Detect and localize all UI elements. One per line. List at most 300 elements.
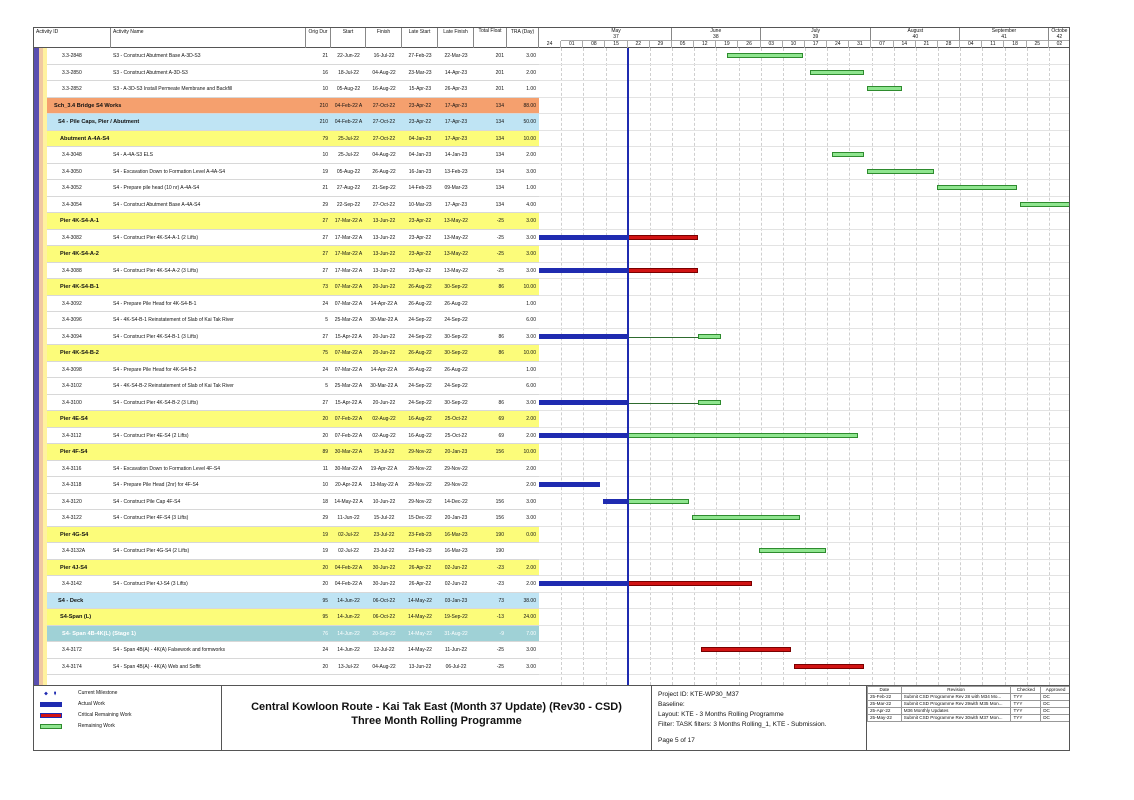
finish-cell: 27-Oct-22 <box>372 201 396 208</box>
actual-work-bar[interactable] <box>539 235 628 240</box>
activity-row[interactable] <box>34 576 539 593</box>
rev-header-revision: Revision <box>901 687 1011 694</box>
start-cell: 17-Mar-22 A <box>334 218 363 224</box>
remaining-work-bar[interactable] <box>867 86 902 91</box>
col-late-start[interactable]: Late Start <box>402 28 438 48</box>
baseline: Baseline: <box>658 701 685 708</box>
wbs-row[interactable] <box>34 527 539 544</box>
actual-work-bar[interactable] <box>539 581 628 586</box>
activity-row[interactable] <box>34 296 539 313</box>
activity-name-cell: S4 - Prepare Pile Head (2nr) for 4F-S4 <box>113 482 199 488</box>
orig-dur-cell: 76 <box>322 630 328 637</box>
total-float-cell: 201 <box>495 86 504 92</box>
legend <box>34 686 222 751</box>
gantt-row <box>539 279 1070 296</box>
finish-cell: 15-Jul-22 <box>373 449 395 455</box>
report-title <box>222 686 652 751</box>
rev-approved: DC <box>1041 694 1070 701</box>
late-start-cell: 24-Sep-22 <box>408 333 432 340</box>
tra-cell: 3.00 <box>526 234 536 241</box>
late-finish-cell: 22-Mar-23 <box>444 53 468 59</box>
activity-name-cell: S4 - Construct Pier 4J-S4 (3 Lifts) <box>113 581 188 587</box>
project-info <box>652 686 867 751</box>
month-week-number: 37 <box>613 34 619 40</box>
wbs-row[interactable] <box>34 411 539 428</box>
total-float-cell <box>474 477 507 493</box>
finish-cell: 12-Jul-22 <box>373 647 395 653</box>
activity-row[interactable] <box>34 48 539 65</box>
tra-cell: 10.00 <box>523 350 536 356</box>
total-float-cell <box>474 362 507 378</box>
activity-name-cell: S4 - Span 4B(A) - 4K(A) Falsework and formworks <box>113 647 225 653</box>
gantt-row <box>539 263 1070 280</box>
week-tick-label: 19 <box>716 41 738 48</box>
late-start-cell: 24-Sep-22 <box>408 383 432 389</box>
finish-cell: 26-Aug-22 <box>372 168 396 175</box>
activity-id-cell: 3.4-3100 <box>62 399 82 406</box>
rev-date: 25-May-22 <box>868 715 902 722</box>
activity-name-cell: S4 - Prepare pile head (10 nr) A-4A-S4 <box>113 185 200 191</box>
activity-id-cell: 3.4-3082 <box>62 234 82 241</box>
activity-row[interactable] <box>34 329 539 346</box>
rev-text: Submit CSD Programme Rev 30with M37 Mon... <box>901 715 1011 722</box>
project-id: Project ID: KTE-WP30_M37 <box>658 691 739 698</box>
late-start-cell: 16-Jan-23 <box>408 168 432 175</box>
total-float-cell <box>474 312 507 328</box>
month-week-number: 41 <box>1001 34 1007 40</box>
rev-approved: DC <box>1041 715 1070 722</box>
total-float-cell: -25 <box>496 267 504 274</box>
remaining-work-bar[interactable] <box>628 499 689 504</box>
late-start-cell: 23-Apr-22 <box>408 218 432 224</box>
activity-name-cell: S4 - Construct Pier 4F-S4 (3 Lifts) <box>113 515 189 521</box>
week-tick-label: 08 <box>583 41 605 48</box>
activity-row[interactable] <box>34 395 539 412</box>
total-float-cell: -23 <box>496 581 504 587</box>
float-link-line[interactable] <box>628 337 698 338</box>
tra-cell: 4.00 <box>526 201 536 208</box>
tra-cell: 3.00 <box>526 647 536 653</box>
late-start-cell: 23-Mar-23 <box>408 69 432 76</box>
activity-row[interactable] <box>34 230 539 247</box>
activity-row[interactable] <box>34 65 539 82</box>
gantt-row <box>539 642 1070 659</box>
late-finish-cell: 26-Aug-22 <box>444 366 468 373</box>
remaining-work-bar[interactable] <box>937 185 1017 190</box>
month-week-number: 38 <box>713 34 719 40</box>
remaining-work-bar[interactable] <box>832 152 864 157</box>
gantt-row <box>539 428 1070 445</box>
late-finish-cell: 20-Jan-23 <box>444 449 468 455</box>
footer <box>34 685 1070 751</box>
month-label: May <box>611 28 621 34</box>
finish-cell: 02-Aug-22 <box>372 432 396 439</box>
activity-name-cell: S4 - 4K-S4-B-1 Reinstatement of Slab of Kai Tak River <box>113 317 234 323</box>
activity-row[interactable] <box>34 263 539 280</box>
month-week-number: 42 <box>1056 34 1063 40</box>
col-orig-dur[interactable]: Orig Dur <box>306 28 331 48</box>
month-header <box>672 28 761 41</box>
orig-dur-cell: 27 <box>322 399 328 406</box>
filter-text: Filter: TASK filters: 3 Months Rolling_1, KTE - Submission. <box>658 721 827 728</box>
late-finish-cell: 11-Jun-22 <box>444 647 468 653</box>
orig-dur-cell: 18 <box>322 498 328 505</box>
col-activity-name[interactable]: Activity Name <box>111 28 306 48</box>
gantt-row <box>539 197 1070 214</box>
total-float-cell: 134 <box>495 102 504 109</box>
activity-name-cell: S4 - Excavation Down to Formation Level 4F-S4 <box>113 465 220 472</box>
gantt-row <box>539 81 1070 98</box>
wbs-row[interactable] <box>34 131 539 148</box>
wbs-name-cell: Abutment A-4A-S4 <box>60 135 110 142</box>
legend-label: Current Milestone <box>78 690 118 696</box>
remaining-work-bar[interactable] <box>867 169 934 174</box>
wbs-row[interactable] <box>34 114 539 131</box>
orig-dur-cell: 20 <box>322 416 328 422</box>
start-cell: 02-Jul-22 <box>338 531 359 538</box>
wbs-row[interactable] <box>34 98 539 115</box>
col-late-finish[interactable]: Late Finish <box>438 28 474 48</box>
wbs-name-cell: S4-Span (L) <box>60 614 92 620</box>
activity-row[interactable] <box>34 147 539 164</box>
activity-row[interactable] <box>34 180 539 197</box>
revision-table <box>867 686 1070 751</box>
gantt-row <box>539 609 1070 626</box>
col-start[interactable]: Start <box>331 28 366 48</box>
total-float-cell: -25 <box>496 647 504 653</box>
gantt-row <box>539 246 1070 263</box>
start-cell: 30-Mar-22 A <box>334 449 363 455</box>
late-finish-cell: 25-Oct-22 <box>444 432 468 439</box>
activity-id-cell: 3.4-3052 <box>62 185 82 191</box>
activity-row[interactable] <box>34 494 539 511</box>
week-tick-label: 12 <box>694 41 716 48</box>
activity-name-cell: S4 - Span 4B(A) - 4K(A) Web and Soffit <box>113 663 201 670</box>
rev-row <box>868 708 1071 715</box>
tra-cell: 3.00 <box>526 399 536 406</box>
rev-header-checked: Checked <box>1011 687 1041 694</box>
late-finish-cell: 30-Sep-22 <box>444 350 468 356</box>
total-float-cell: 134 <box>495 168 504 175</box>
remaining-work-bar[interactable] <box>698 400 720 405</box>
rev-checked: TYY <box>1011 715 1041 722</box>
week-tick-label: 03 <box>761 41 783 48</box>
wbs-row[interactable] <box>34 560 539 577</box>
activity-id-cell: 3.3-2848 <box>62 53 82 59</box>
month-week-number: 39 <box>812 34 819 40</box>
activity-row[interactable] <box>34 362 539 379</box>
late-finish-cell: 24-Sep-22 <box>444 383 468 389</box>
finish-cell: 20-Jun-22 <box>372 284 396 290</box>
finish-cell: 21-Sep-22 <box>372 185 396 191</box>
tra-cell: 2.00 <box>526 432 536 439</box>
week-tick-label: 01 <box>561 41 583 48</box>
orig-dur-cell: 89 <box>322 449 328 455</box>
wbs-row[interactable] <box>34 213 539 230</box>
orig-dur-cell: 27 <box>322 333 328 340</box>
tra-cell: 7.00 <box>526 630 536 637</box>
week-tick-label: 15 <box>606 41 628 48</box>
late-start-cell: 15-Dec-22 <box>408 515 432 521</box>
late-start-cell: 29-Nov-22 <box>408 449 432 455</box>
actual-work-bar[interactable] <box>539 268 628 273</box>
critical-remaining-bar[interactable] <box>794 664 864 669</box>
late-finish-cell: 13-May-22 <box>444 251 468 257</box>
activity-row[interactable] <box>34 659 539 676</box>
wbs-row[interactable] <box>34 626 539 643</box>
late-start-cell: 23-Feb-23 <box>408 531 432 538</box>
finish-cell: 02-Aug-22 <box>372 416 396 422</box>
gantt-chart <box>539 48 1070 685</box>
rev-row <box>868 701 1071 708</box>
actual-work-bar[interactable] <box>539 433 628 438</box>
late-finish-cell: 19-Sep-22 <box>444 614 468 620</box>
late-start-cell: 23-Apr-22 <box>408 267 432 274</box>
finish-cell: 30-Mar-22 A <box>370 317 398 323</box>
late-start-cell: 23-Apr-22 <box>408 119 432 125</box>
orig-dur-cell: 10 <box>322 482 328 488</box>
start-cell: 22-Jun-22 <box>337 53 360 59</box>
tra-cell: 10.00 <box>523 284 536 290</box>
late-finish-cell: 13-May-22 <box>444 234 468 241</box>
activity-row[interactable] <box>34 461 539 478</box>
col-tra[interactable]: TRA (Day) <box>507 28 539 48</box>
activity-name-cell: S3 - A-3D-S3 Install Permeate Membrane and Backfill <box>113 86 233 92</box>
finish-cell: 27-Oct-22 <box>372 135 396 142</box>
col-activity-id[interactable]: Activity ID <box>34 28 111 48</box>
week-tick-label: 02 <box>1049 41 1070 48</box>
wbs-row[interactable] <box>34 279 539 296</box>
gantt-row <box>539 560 1070 577</box>
month-header <box>960 28 1049 41</box>
finish-cell: 30-Mar-22 A <box>370 383 398 389</box>
activity-id-cell: 3.4-3112 <box>62 432 82 439</box>
total-float-cell: 156 <box>495 515 504 521</box>
late-finish-cell: 03-Jan-23 <box>444 597 468 604</box>
orig-dur-cell: 19 <box>322 531 328 538</box>
activity-name-cell: S4 - Excavation Down to Formation Level A-4A-S4 <box>113 168 225 175</box>
wbs-name-cell: Pier 4G-S4 <box>60 531 89 538</box>
start-cell: 17-Mar-22 A <box>334 267 363 274</box>
remaining-work-bar[interactable] <box>628 433 857 438</box>
tra-cell: 2.00 <box>526 416 536 422</box>
tra-cell: 10.00 <box>523 449 536 455</box>
wbs-name-cell: S4- Span 4B-4K(L) (Stage 1) <box>62 630 136 637</box>
activity-row[interactable] <box>34 642 539 659</box>
wbs-row[interactable] <box>34 593 539 610</box>
late-start-cell: 23-Apr-22 <box>408 251 432 257</box>
critical-remaining-bar[interactable] <box>628 581 752 586</box>
finish-cell: 14-Apr-22 A <box>370 300 398 307</box>
rev-checked: TYY <box>1011 701 1041 708</box>
wbs-row[interactable] <box>34 246 539 263</box>
activity-id-cell: 3.4-3092 <box>62 300 82 307</box>
total-float-cell: 156 <box>495 498 504 505</box>
wbs-name-cell: Pier 4K-S4-B-2 <box>60 350 99 356</box>
start-cell: 17-Mar-22 A <box>334 251 363 257</box>
finish-cell: 27-Oct-22 <box>372 102 396 109</box>
tra-cell: 3.00 <box>526 168 536 175</box>
remaining-work-bar[interactable] <box>727 53 803 58</box>
gantt-row <box>539 164 1070 181</box>
critical-remaining-bar[interactable] <box>628 235 698 240</box>
col-finish[interactable]: Finish <box>366 28 402 48</box>
activity-row[interactable] <box>34 81 539 98</box>
start-cell: 18-Jul-22 <box>338 69 359 76</box>
tra-cell: 38.00 <box>523 597 536 604</box>
total-float-cell: -9 <box>499 630 504 637</box>
late-finish-cell: 14-Apr-23 <box>444 69 468 76</box>
wbs-name-cell: Pier 4F-S4 <box>60 449 88 455</box>
float-link-line[interactable] <box>628 403 698 404</box>
week-tick-label: 25 <box>1027 41 1049 48</box>
gantt-row <box>539 345 1070 362</box>
gantt-row <box>539 527 1070 544</box>
activity-name-cell: S4 - Construct Pier 4G-S4 (2 Lifts) <box>113 548 190 554</box>
critical-remaining-bar[interactable] <box>701 647 790 652</box>
orig-dur-cell: 16 <box>322 69 328 76</box>
late-start-cell: 23-Feb-23 <box>408 548 432 554</box>
tra-cell: 0.00 <box>526 531 536 538</box>
actual-work-bar[interactable] <box>539 400 628 405</box>
activity-row[interactable] <box>34 477 539 494</box>
activity-id-cell: 3.4-3172 <box>62 647 82 653</box>
late-start-cell: 26-Aug-22 <box>408 284 432 290</box>
orig-dur-cell: 5 <box>325 383 328 389</box>
month-week-number: 40 <box>912 34 919 40</box>
late-finish-cell: 02-Jun-22 <box>444 564 468 571</box>
orig-dur-cell: 95 <box>322 597 328 604</box>
late-start-cell: 26-Aug-22 <box>408 300 432 307</box>
late-finish-cell: 13-May-22 <box>444 267 468 274</box>
week-tick-label: 28 <box>938 41 960 48</box>
activity-row[interactable] <box>34 378 539 395</box>
start-cell: 25-Jul-22 <box>338 152 359 158</box>
activity-row[interactable] <box>34 510 539 527</box>
start-cell: 07-Mar-22 A <box>334 300 363 307</box>
activity-row[interactable] <box>34 428 539 445</box>
start-cell: 14-Jun-22 <box>337 630 360 637</box>
total-float-cell: -25 <box>496 234 504 241</box>
actual-work-bar[interactable] <box>539 482 600 487</box>
total-float-cell: 69 <box>498 432 504 439</box>
total-float-cell: 134 <box>495 185 504 191</box>
total-float-cell: -25 <box>496 663 504 670</box>
late-finish-cell: 30-Sep-22 <box>444 284 468 290</box>
orig-dur-cell: 20 <box>322 564 328 571</box>
rev-text: M36 Monthly Updates <box>901 708 1011 715</box>
total-float-cell <box>474 461 507 477</box>
week-tick-label: 10 <box>783 41 805 48</box>
activity-row[interactable] <box>34 543 539 560</box>
finish-cell: 15-Jul-22 <box>373 515 395 521</box>
remaining-work-bar[interactable] <box>1020 202 1070 207</box>
late-finish-cell: 29-Nov-22 <box>444 482 468 488</box>
legend-label: Remaining Work <box>78 723 115 729</box>
orig-dur-cell: 75 <box>322 350 328 356</box>
start-cell: 04-Feb-22 A <box>334 564 363 571</box>
remaining-work-bar[interactable] <box>810 70 864 75</box>
timescale <box>539 28 1070 48</box>
remaining-work-bar[interactable] <box>759 548 826 553</box>
start-cell: 07-Feb-22 A <box>334 432 363 439</box>
wbs-row[interactable] <box>34 609 539 626</box>
activity-row[interactable] <box>34 197 539 214</box>
tra-cell: 2.00 <box>526 152 536 158</box>
tra-cell <box>507 543 539 559</box>
finish-cell: 13-May-22 A <box>369 482 399 488</box>
activity-name-cell: S4 - 4K-S4-B-2 Reinstatement of Slab of Kai Tak River <box>113 383 234 389</box>
total-float-cell: 134 <box>495 135 504 142</box>
late-finish-cell: 31-Aug-22 <box>444 630 468 637</box>
start-cell: 05-Aug-22 <box>336 86 361 92</box>
gantt-row <box>539 576 1070 593</box>
late-finish-cell: 09-Mar-23 <box>444 185 468 191</box>
finish-cell: 04-Aug-22 <box>372 152 396 158</box>
wbs-row[interactable] <box>34 345 539 362</box>
total-float-cell: 69 <box>498 416 504 422</box>
total-float-cell: 156 <box>495 449 504 455</box>
activity-id-cell: 3.4-3088 <box>62 267 82 274</box>
activity-name-cell: S4 - Construct Pile Cap 4F-S4 <box>113 498 181 505</box>
month-label: July <box>811 28 821 34</box>
activity-id-cell: 3.3-2852 <box>62 86 82 92</box>
total-float-cell: -25 <box>496 251 504 257</box>
remaining-work-bar[interactable] <box>698 334 720 339</box>
layout-name: Layout: KTE - 3 Months Rolling Programme <box>658 711 784 718</box>
actual-work-bar[interactable] <box>539 334 628 339</box>
total-float-cell: -25 <box>496 218 504 224</box>
legend-item-actual <box>38 700 221 710</box>
rev-checked: TYY <box>1011 708 1041 715</box>
actual-work-bar[interactable] <box>603 499 628 504</box>
start-cell: 04-Feb-22 A <box>334 581 363 587</box>
finish-cell: 30-Jun-22 <box>372 581 396 587</box>
late-start-cell: 14-May-22 <box>408 647 432 653</box>
gantt-row <box>539 131 1070 148</box>
start-cell: 15-Apr-22 A <box>335 399 362 406</box>
orig-dur-cell: 27 <box>322 234 328 241</box>
orig-dur-cell: 21 <box>322 185 328 191</box>
week-tick-label: 11 <box>982 41 1004 48</box>
critical-remaining-bar[interactable] <box>628 268 698 273</box>
gantt-row <box>539 444 1070 461</box>
col-total-float[interactable]: Total Float <box>474 28 507 48</box>
tra-cell: 3.00 <box>526 251 536 257</box>
finish-cell: 04-Aug-22 <box>372 663 396 670</box>
start-cell: 14-May-22 A <box>334 498 363 505</box>
activity-row[interactable] <box>34 312 539 329</box>
tra-cell: 1.00 <box>526 86 536 92</box>
legend-label: Actual Work <box>78 701 105 707</box>
orig-dur-cell: 21 <box>322 53 328 59</box>
gantt-row <box>539 147 1070 164</box>
wbs-name-cell: Pier 4K-S4-A-2 <box>60 251 99 257</box>
activity-id-cell: 3.4-3102 <box>62 383 82 389</box>
month-label: June <box>710 28 722 34</box>
remaining-work-bar[interactable] <box>692 515 800 520</box>
rev-checked: TYY <box>1011 694 1041 701</box>
activity-name-cell: S4 - Construct Abutment Base A-4A-S4 <box>113 201 201 208</box>
activity-row[interactable] <box>34 164 539 181</box>
finish-cell: 23-Jul-22 <box>373 531 395 538</box>
activity-id-cell: 3.4-3054 <box>62 201 82 208</box>
activity-id-cell: 3.4-3116 <box>62 465 82 472</box>
rev-date: 25-Apr-22 <box>868 708 902 715</box>
late-start-cell: 16-Aug-22 <box>408 432 432 439</box>
wbs-row[interactable] <box>34 444 539 461</box>
activity-id-cell: 3.4-3120 <box>62 498 82 505</box>
